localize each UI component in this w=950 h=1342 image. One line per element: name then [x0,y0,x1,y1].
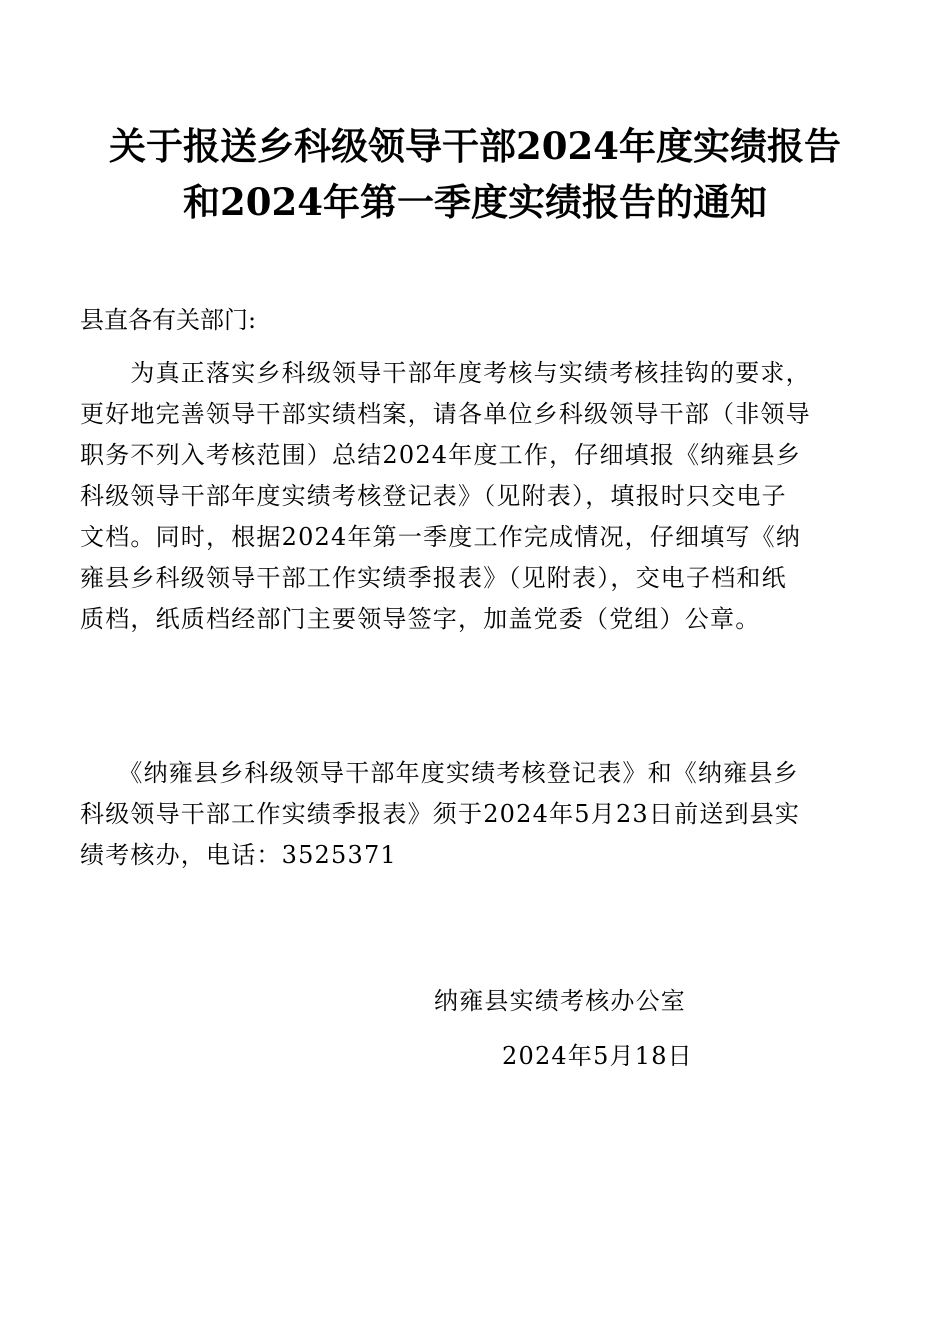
paragraph-line: 为真正落实乡科级领导干部年度考核与实绩考核挂钩的要求， [80,359,811,387]
paragraph-line: 质档，纸质档经部门主要领导签字，加盖党委（党组）公章。 [80,605,761,633]
paragraph-line: 《纳雍县乡科级领导干部年度实绩考核登记表》和《纳雍县乡 [80,759,799,787]
paragraph-line: 科级领导干部工作实绩季报表》须于2024年5月23日前送到县实 [80,800,801,828]
paragraph-line: 更好地完善领导干部实绩档案，请各单位乡科级领导干部（非领导 [80,400,811,428]
paragraph-line: 雍县乡科级领导干部工作实绩季报表》（见附表），交电子档和纸 [80,564,787,592]
issue-date: 2024年5月18日 [502,1042,693,1070]
paragraph-line: 绩考核办，电话：3525371 [80,841,397,869]
paragraph-line: 职务不列入考核范围）总结2024年度工作，仔细填报《纳雍县乡 [80,441,802,469]
paragraph-line: 科级领导干部年度实绩考核登记表》（见附表），填报时只交电子 [80,482,787,510]
issuer-signature: 纳雍县实绩考核办公室 [434,987,686,1015]
title-line-2: 和2024年第一季度实绩报告的通知 [183,180,767,224]
salutation: 县直各有关部门: [80,306,257,334]
body-paragraph-1 [80,353,870,640]
body-paragraph-2 [80,753,870,876]
title-line-1: 关于报送乡科级领导干部2024年度实绩报告 [109,124,841,168]
document-title [40,118,910,230]
paragraph-line: 文档。同时，根据2024年第一季度工作完成情况，仔细填写《纳 [80,523,802,551]
